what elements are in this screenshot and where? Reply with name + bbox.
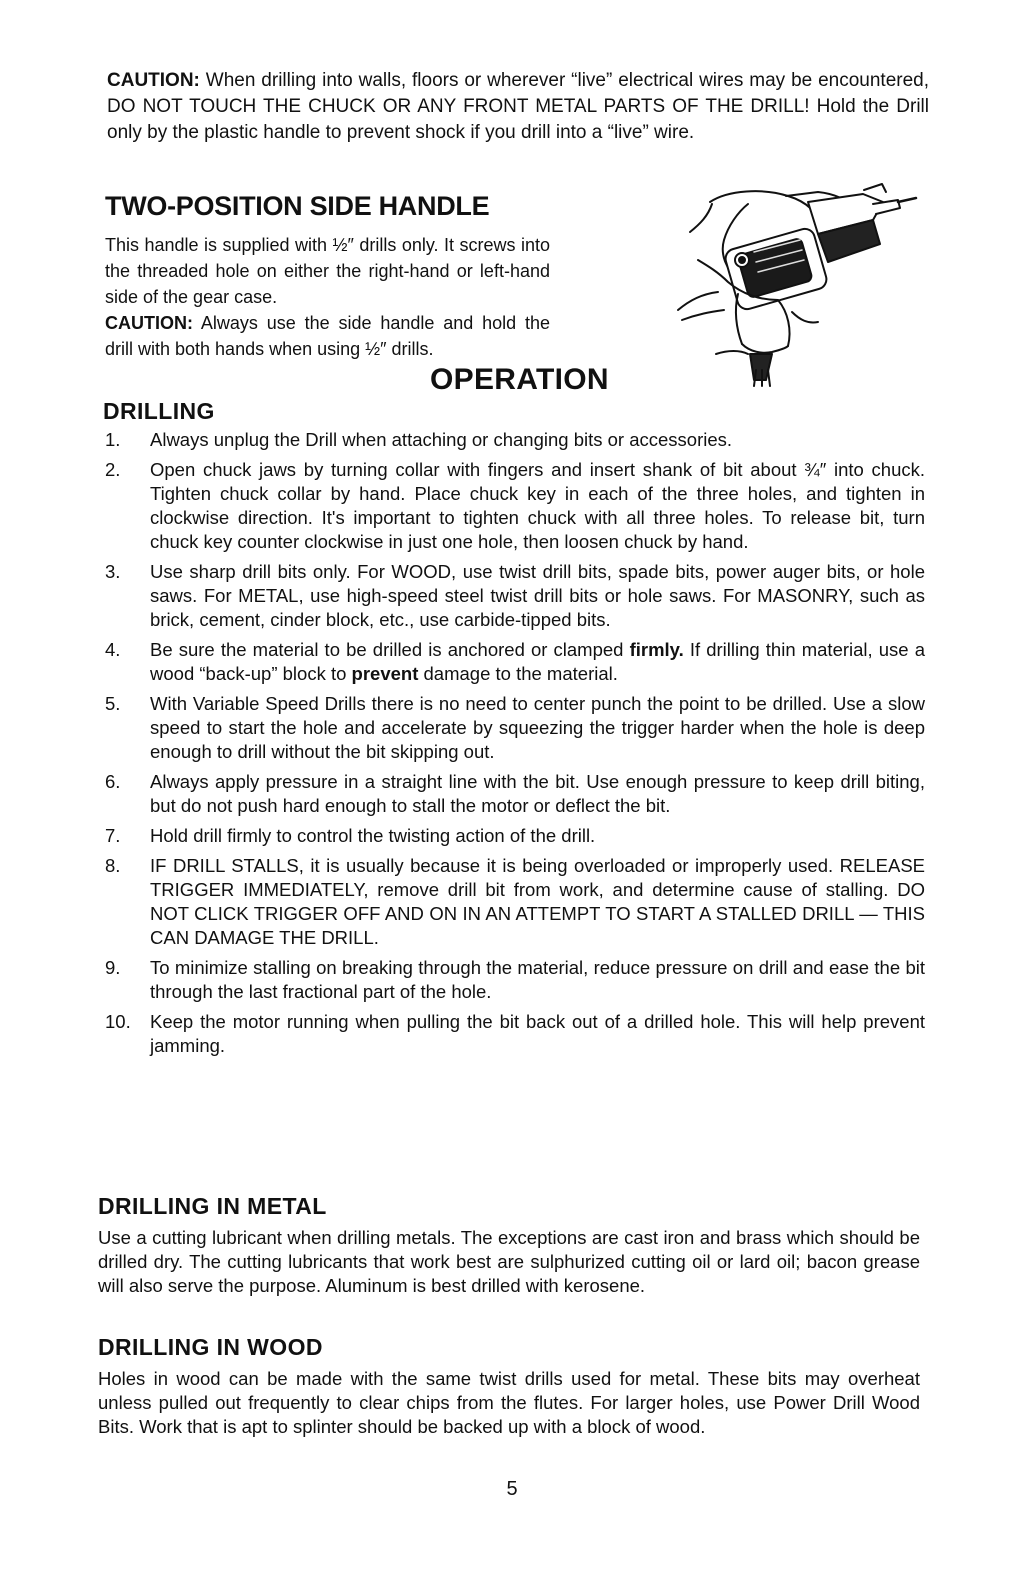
side-handle-caution-text: Always use the side handle and hold the drill with both hands when using ½″ drills. xyxy=(105,313,550,359)
side-handle-body xyxy=(105,232,550,362)
step-text: Open chuck jaws by turning collar with fingers and insert shank of bit about ¾″ into chuck. Tighten chuck collar by hand. Place chuck key in each of the three holes, and tighten in clockwise direction. It's important to tighten chuck with all three holes. To release bit, turn chuck key counter clockwise in just one hole, then loosen chuck by hand. xyxy=(150,459,925,552)
step-text: Be sure the material to be drilled is anchored or clamped xyxy=(150,639,624,660)
list-item xyxy=(105,458,925,554)
step-text: damage to the material. xyxy=(423,663,618,684)
step-number: 5. xyxy=(105,693,121,714)
step-number: 8. xyxy=(105,855,121,876)
caution-text: When drilling into walls, floors or wherever “live” electrical wires may be encountered, DO NOT TOUCH THE CHUCK OR ANY FRONT METAL PARTS OF THE DRILL! Hold the Drill only by the plastic handle to prevent shock if you drill into a “live” wire. xyxy=(107,70,930,143)
hand-holding-drill-illustration-icon xyxy=(668,182,918,387)
step-text: If drilling thin material, use a wood “back-up” block to xyxy=(150,639,925,684)
step-number: 2. xyxy=(105,459,121,480)
operation-heading: OPERATION xyxy=(430,363,609,396)
caution-label: CAUTION: xyxy=(107,70,200,91)
step-number: 10. xyxy=(105,1011,131,1032)
step-number: 9. xyxy=(105,957,121,978)
list-item xyxy=(105,824,925,848)
step-number: 1. xyxy=(105,429,121,450)
side-handle-heading: TWO-POSITION SIDE HANDLE xyxy=(105,191,490,221)
list-item xyxy=(105,560,925,632)
side-handle-caution-label: CAUTION: xyxy=(105,313,193,333)
emphasis-firmly: firmly. xyxy=(629,639,684,660)
emphasis-prevent: prevent xyxy=(351,663,419,684)
step-text: Always unplug the Drill when attaching or changing bits or accessories. xyxy=(150,429,733,450)
list-item xyxy=(105,638,925,686)
side-handle-caution xyxy=(105,310,550,362)
list-item xyxy=(105,956,925,1004)
drilling-steps-list xyxy=(105,428,925,1064)
step-text: Always apply pressure in a straight line with the bit. Use enough pressure to keep drill biting, but do not push hard enough to stall the motor or deflect the bit. xyxy=(150,771,925,816)
drilling-wood-heading: DRILLING IN WOOD xyxy=(98,1334,323,1360)
step-number: 6. xyxy=(105,771,121,792)
side-handle-section xyxy=(105,190,550,362)
list-item xyxy=(105,692,925,764)
list-item xyxy=(105,428,925,452)
step-number: 4. xyxy=(105,639,121,660)
step-number: 3. xyxy=(105,561,121,582)
list-item xyxy=(105,854,925,950)
caution-paragraph-top xyxy=(107,68,929,146)
drilling-metal-heading: DRILLING IN METAL xyxy=(98,1193,327,1219)
step-text: With Variable Speed Drills there is no need to center punch the point to be drilled. Use a slow speed to start the hole and accelerate by squeezing the trigger harder when the hole is deep enough to drill without the bit skipping out. xyxy=(150,693,925,762)
list-item xyxy=(105,770,925,818)
drilling-metal-body: Use a cutting lubricant when drilling metals. The exceptions are cast iron and brass which should be drilled dry. The cutting lubricants that work best are sulphurized cutting oil or lard oil; bacon grease will also serve the purpose. Aluminum is best drilled with kerosene. xyxy=(98,1227,920,1296)
drilling-wood-section xyxy=(98,1333,920,1439)
drilling-heading: DRILLING xyxy=(103,398,215,424)
step-text: To minimize stalling on breaking through the material, reduce pressure on drill and ease the bit through the last fractional part of the hole. xyxy=(150,957,925,1002)
step-text: IF DRILL STALLS, it is usually because it is being overloaded or improperly used. RELEASE TRIGGER IMMEDIATELY, remove drill bit from work, and determine cause of stalling. DO NOT CLICK TRIGGER OFF AND ON IN AN ATTEMPT TO START A STALLED DRILL — THIS CAN DAMAGE THE DRILL. xyxy=(150,855,925,948)
drilling-wood-body: Holes in wood can be made with the same twist drills used for metal. These bits may overheat unless pulled out frequently to clear chips from the flutes. For larger holes, use Power Drill Wood Bits. Work that is apt to splinter should be backed up with a block of wood. xyxy=(98,1368,920,1437)
drilling-metal-section xyxy=(98,1192,920,1298)
step-number: 7. xyxy=(105,825,121,846)
list-item xyxy=(105,1010,925,1058)
step-text: Keep the motor running when pulling the bit back out of a drilled hole. This will help prevent jamming. xyxy=(150,1011,925,1056)
side-handle-description: This handle is supplied with ½″ drills only. It screws into the threaded hole on either the right-hand or left-hand side of the gear case. xyxy=(105,235,550,307)
step-text: Hold drill firmly to control the twisting action of the drill. xyxy=(150,825,596,846)
step-text: Use sharp drill bits only. For WOOD, use twist drill bits, spade bits, power auger bits, or hole saws. For METAL, use high-speed steel twist drill bits or hole saws. For MASONRY, such as brick, cement, cinder block, etc., use carbide-tipped bits. xyxy=(150,561,925,630)
page-number: 5 xyxy=(506,1478,518,1500)
